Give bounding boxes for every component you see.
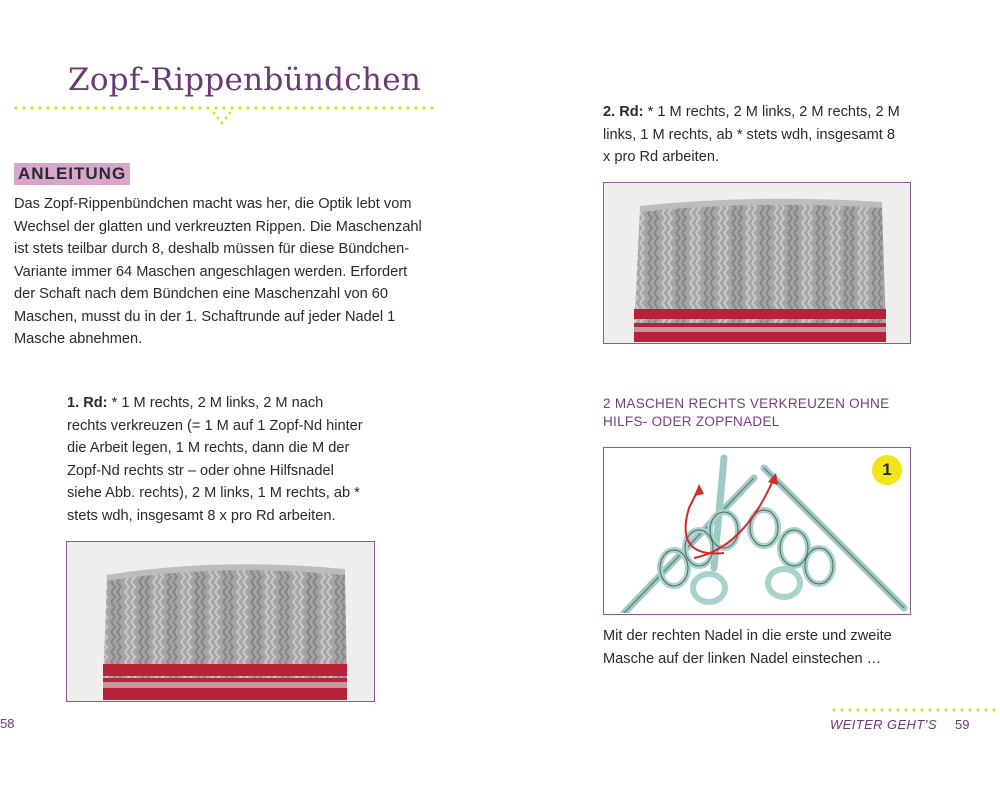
- round-2-label: 2. Rd:: [603, 104, 644, 120]
- footer-label: WEITER GEHT’S: [830, 717, 938, 732]
- diagram-heading: 2 MASCHEN RECHTS VERKREUZEN OHNE HILFS- ODER ZOPFNADEL: [603, 396, 890, 429]
- round-1-label: 1. Rd:: [67, 395, 108, 411]
- cuff-photo-round-1: [66, 541, 375, 702]
- intro-paragraph: Das Zopf-Rippenbündchen macht was her, die Optik lebt vom Wechsel der glatten und verkreuzten Rippen. Die Maschenzahl ist stets teilbar durch 8, deshalb müssen für diese Bündchen-Variante immer 64 Maschen angeschlagen werden. Erfordert der Schaft nach dem Bündchen eine Maschenzahl von 60 Maschen, musst du in der 1. Schaftrunde auf jeder Nadel 1 Masche abnehmen.: [14, 196, 422, 347]
- page-number-left: 58: [0, 716, 15, 731]
- divider-notch: [212, 108, 232, 130]
- page-number-right: 59: [955, 717, 970, 732]
- page-title: Zopf-Rippenbündchen: [68, 62, 422, 98]
- round-1-text: * 1 M rechts, 2 M links, 2 M nach rechts verkreuzen (= 1 M auf 1 Zopf-Nd hinter die Arbeit legen, 1 M rechts, dann die M der Zopf-Nd rechts str – oder ohne Hilfsnadel siehe Abb. rechts), 2 M links, 1 M rechts, ab * stets wdh, insgesamt 8 x pro Rd arbeiten.: [67, 395, 363, 524]
- round-2-instruction: [603, 101, 903, 169]
- section-label: ANLEITUNG: [14, 163, 130, 185]
- diagram-caption: Mit der rechten Nadel in die erste und zweite Masche auf der linken Nadel einstechen …: [603, 628, 892, 667]
- footer-divider: [830, 708, 1000, 712]
- stitch-diagram: [603, 447, 911, 615]
- round-1-instruction: [67, 392, 367, 527]
- step-badge: 1: [872, 455, 902, 485]
- round-2-text: * 1 M rechts, 2 M links, 2 M rechts, 2 M links, 1 M rechts, ab * stets wdh, insgesamt 8 x pro Rd arbeiten.: [603, 104, 900, 165]
- cuff-photo-round-2: [603, 182, 911, 344]
